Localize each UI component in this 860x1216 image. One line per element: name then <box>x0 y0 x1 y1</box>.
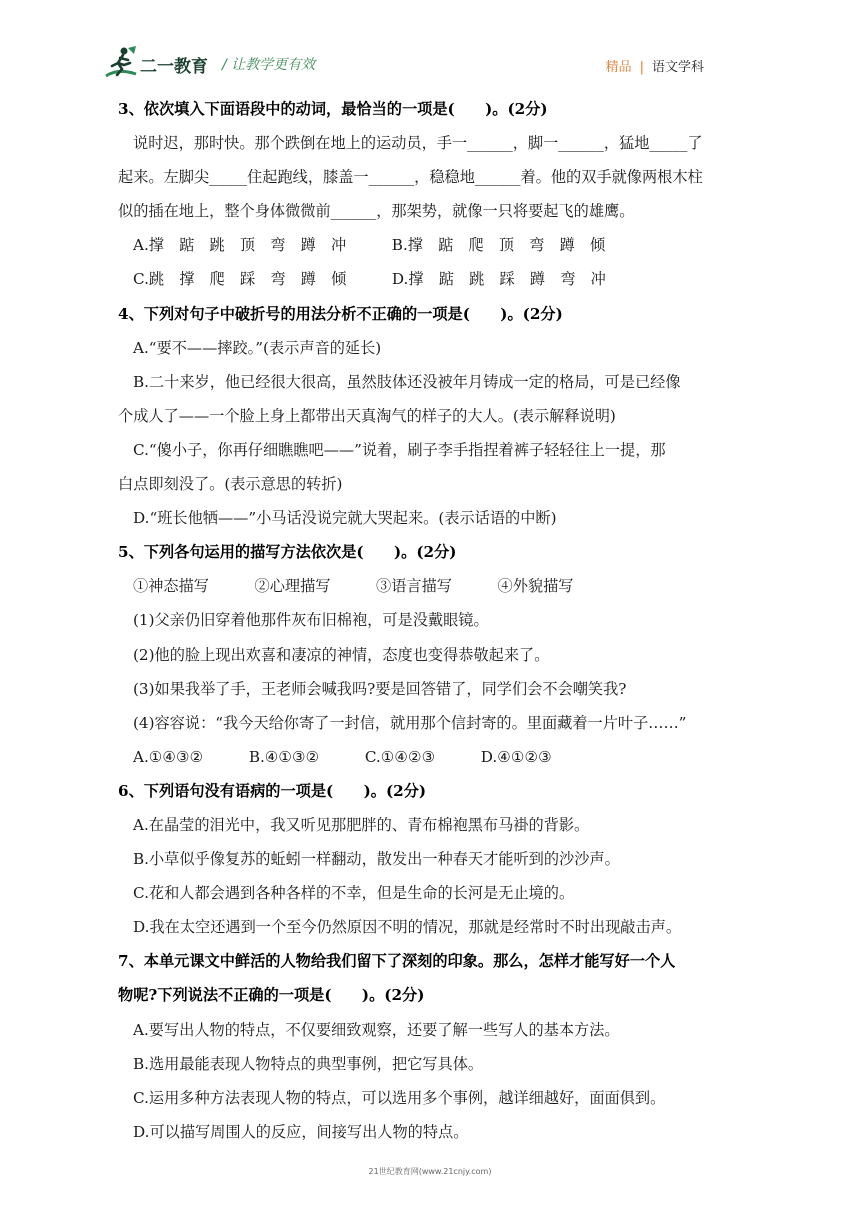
text-line: A.撑 踮 跳 顶 弯 蹲 冲 B.撑 踮 爬 顶 弯 蹲 倾 <box>133 236 606 255</box>
subject-label: 语文学科 <box>651 60 704 75</box>
text-line: B.选用最能表现人物特点的典型事例，把它写具体。 <box>133 1054 484 1073</box>
page-header <box>0 0 860 90</box>
text-line: 似的插在地上，整个身体微微前______，那架势，就像一只将要起飞的雄鹰。 <box>118 202 635 221</box>
text-line: 个成人了——一个脸上身上都带出天真淘气的样子的大人。(表示解释说明) <box>118 406 616 425</box>
text-line: C.运用多种方法表现人物的特点，可以选用多个事例，越详细越好，面面俱到。 <box>133 1088 666 1107</box>
text-line: (3)如果我举了手，王老师会喊我吗?要是回答错了，同学们会不会嘲笑我? <box>133 679 627 698</box>
question-line: 4、下列对句子中破折号的用法分析不正确的一项是( )。(2分) <box>118 304 563 323</box>
slogan: / 让教学更有效 <box>222 57 316 73</box>
text-line: C.花和人都会遇到各种各样的不幸，但是生命的长河是无止境的。 <box>133 884 575 903</box>
text-line: B.小草似乎像复苏的蚯蚓一样翻动，散发出一种春天才能听到的沙沙声。 <box>133 850 620 869</box>
text-line: D.可以描写周围人的反应，间接写出人物的特点。 <box>133 1122 469 1141</box>
text-line: ①神态描写 ②心理描写 ③语言描写 ④外貌描写 <box>133 577 574 596</box>
text-line: C.跳 撑 爬 踩 弯 蹲 倾 D.撑 踮 跳 踩 蹲 弯 冲 <box>133 270 606 289</box>
question-line: 6、下列语句没有语病的一项是( )。(2分) <box>118 781 427 800</box>
question-line: 5、下列各句运用的描写方法依次是( )。(2分) <box>118 543 457 562</box>
text-line: D.“班长他牺——”小马话没说完就大哭起来。(表示话语的中断) <box>133 509 557 528</box>
brand-label: 精品 <box>605 60 632 75</box>
header-separator: | <box>639 60 644 75</box>
runner-logo-icon <box>104 46 140 80</box>
document-body <box>118 92 770 1149</box>
text-line: 白点即刻没了。(表示意思的转折) <box>118 475 343 494</box>
text-line: 起来。左脚尖_____住起跑线，膝盖一______，稳稳地______着。他的双手就像两根木柱 <box>118 168 703 187</box>
header-right <box>606 56 704 75</box>
question-line: 物呢?下列说法不正确的一项是( )。(2分) <box>118 986 425 1005</box>
page-footer: 21世纪教育网(www.21cnjy.com) <box>368 1167 492 1176</box>
text-line: C.“傻小子，你再仔细瞧瞧吧——”说着，刷子李手指捏着裤子轻轻往上一提，那 <box>133 440 666 459</box>
question-line: 7、本单元课文中鲜活的人物给我们留下了深刻的印象。那么，怎样才能写好一个人 <box>118 952 676 971</box>
text-line: B.二十来岁，他已经很大很高，虽然肢体还没被年月铸成一定的格局，可是已经像 <box>133 372 681 391</box>
text-line: A.要写出人物的特点，不仅要细致观察，还要了解一些写人的基本方法。 <box>133 1020 620 1039</box>
text-line: A.①④③② B.④①③② C.①④②③ D.④①②③ <box>133 747 552 766</box>
logo <box>104 46 216 82</box>
text-line: (4)容容说：“我今天给你寄了一封信，就用那个信封寄的。里面藏着一片叶子……” <box>133 713 687 732</box>
logo-text: 二一教育 <box>140 57 208 77</box>
text-line: A.在晶莹的泪光中，我又听见那肥胖的、青布棉袍黑布马褂的背影。 <box>133 815 590 834</box>
text-line: (1)父亲仍旧穿着他那件灰布旧棉袍，可是没戴眼镜。 <box>133 611 489 630</box>
text-line: 说时迟，那时快。那个跌倒在地上的运动员，手一______，脚一______，猛地_____了 <box>133 134 703 153</box>
text-line: (2)他的脸上现出欢喜和凄凉的神情，态度也变得恭敬起来了。 <box>133 645 550 664</box>
text-line: A.“要不——摔跤。”(表示声音的延长) <box>133 338 382 357</box>
question-line: 3、依次填入下面语段中的动词，最恰当的一项是( )。(2分) <box>118 100 548 118</box>
text-line: D.我在太空还遇到一个至今仍然原因不明的情况，那就是经常时不时出现敲击声。 <box>133 918 682 937</box>
